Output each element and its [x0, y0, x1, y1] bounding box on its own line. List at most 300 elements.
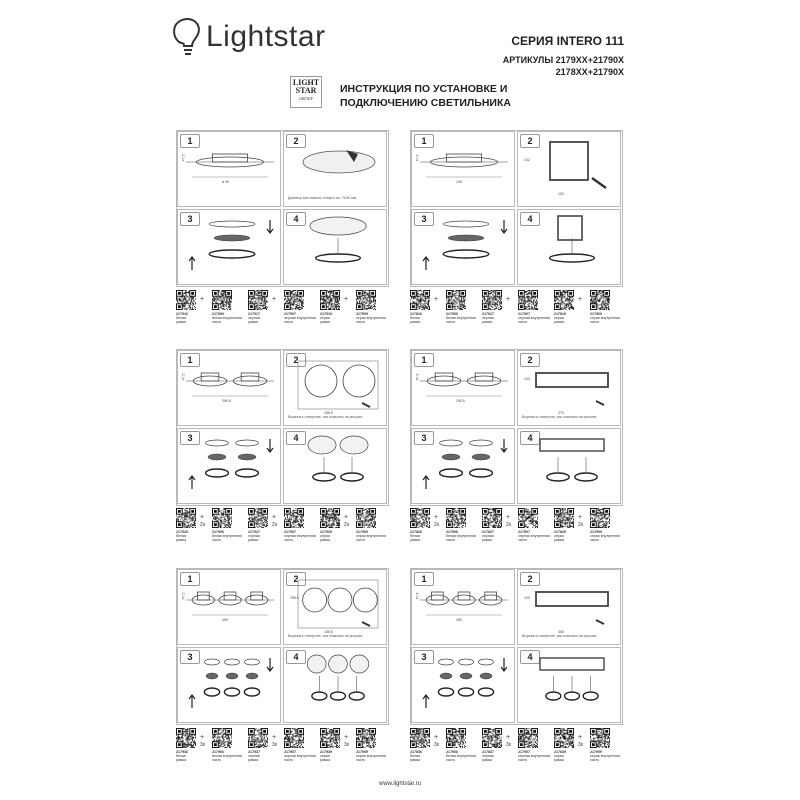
qr-code-icon	[248, 290, 268, 310]
product-code: 217826	[410, 530, 422, 534]
step-illustration	[178, 132, 282, 208]
cutout-dimension: 450	[558, 630, 564, 634]
cutout-dimension: 102	[558, 192, 564, 196]
product-code-label	[410, 750, 422, 763]
product-code-label	[518, 312, 550, 325]
product-description: белая внутренняя	[212, 534, 243, 539]
product-code-label	[554, 530, 566, 543]
qr-code-icon	[176, 728, 196, 748]
product-description: рамка	[248, 538, 259, 543]
product-description: рамка	[410, 758, 421, 763]
product-code: 217919	[320, 312, 332, 316]
product-description: белая	[410, 316, 420, 321]
qr-code[interactable]	[482, 508, 502, 528]
product-code-label	[212, 312, 242, 325]
qr-code-icon	[446, 728, 466, 748]
qr-code[interactable]	[356, 290, 376, 310]
qr-code[interactable]	[212, 728, 232, 748]
product-code: 217909	[356, 312, 368, 316]
step-illustration	[284, 648, 388, 724]
qr-code[interactable]	[356, 728, 376, 748]
step-number: 4	[520, 650, 540, 664]
step-number: 1	[180, 134, 200, 148]
logo-line-2: STAR	[295, 86, 317, 95]
product-description: рамка	[248, 758, 259, 763]
qr-code[interactable]	[284, 728, 304, 748]
series-title: СЕРИЯ INTERO 111	[511, 34, 624, 48]
plus-sign: +	[434, 296, 439, 303]
qr-code[interactable]	[590, 508, 610, 528]
multiplier-label: 2x	[200, 522, 206, 528]
website-url: www.lightstar.ru	[378, 781, 421, 787]
logo-line-1: LIGHT	[292, 78, 320, 87]
product-code: 217817	[482, 312, 494, 316]
qr-code-icon	[212, 508, 232, 528]
qr-code-row	[410, 508, 622, 548]
product-code-label	[212, 750, 242, 763]
product-code: 217937	[248, 750, 260, 754]
product-code-label	[518, 530, 550, 543]
step-number: 4	[520, 431, 540, 445]
product-code: 217907	[284, 312, 296, 316]
plus-sign: +	[434, 514, 439, 521]
step-panel-1	[177, 131, 281, 207]
product-description: белая внутренняя	[446, 534, 477, 539]
title-line-2: ПОДКЛЮЧЕНИЮ СВЕТИЛЬНИКА	[340, 97, 511, 109]
step-panel-1	[411, 569, 515, 645]
product-description: рамка	[320, 758, 331, 763]
qr-code-icon	[212, 728, 232, 748]
product-description: рамка	[410, 320, 421, 325]
product-code: 217927	[248, 530, 260, 534]
product-code: 217936	[176, 750, 188, 754]
step-panel-4	[517, 209, 621, 285]
step-illustration	[284, 429, 388, 505]
product-code-label	[248, 750, 260, 763]
qr-code[interactable]	[284, 290, 304, 310]
product-description: рамка	[554, 538, 565, 543]
instruction-block	[410, 568, 623, 725]
qr-code-icon	[590, 508, 610, 528]
qr-code[interactable]	[212, 290, 232, 310]
product-code-label	[212, 530, 242, 543]
dimension-width: 490	[456, 618, 462, 622]
product-code: 217906	[212, 530, 224, 534]
product-code: 217906	[446, 750, 458, 754]
step-number: 2	[286, 134, 306, 148]
product-description: часть	[446, 538, 456, 543]
product-description: белая	[410, 754, 420, 759]
qr-code-icon	[410, 508, 430, 528]
step-illustration	[412, 210, 516, 286]
product-description: черная внутренняя	[284, 754, 316, 759]
product-description: черная	[482, 316, 494, 321]
product-code-label	[284, 530, 316, 543]
step-number: 3	[414, 431, 434, 445]
step-panel-1	[177, 350, 281, 426]
qr-code[interactable]	[248, 290, 268, 310]
product-description: черная	[248, 754, 260, 759]
qr-code[interactable]	[410, 290, 430, 310]
articles-line-2: 2178XX+21790X	[555, 67, 624, 77]
qr-code-row	[410, 728, 622, 768]
multiplier-label: 3x	[434, 742, 440, 748]
qr-code[interactable]	[518, 290, 538, 310]
step-number: 3	[414, 650, 434, 664]
step-illustration	[412, 570, 516, 646]
product-description: черная внутренняя	[518, 316, 550, 321]
product-description: белая внутренняя	[446, 316, 477, 321]
qr-code-icon	[356, 728, 376, 748]
step-number: 2	[520, 572, 540, 586]
product-code-label	[590, 312, 620, 325]
qr-code-icon	[518, 728, 538, 748]
qr-code[interactable]	[356, 508, 376, 528]
qr-code[interactable]	[518, 508, 538, 528]
multiplier-label: 3x	[272, 742, 278, 748]
step-number: 2	[286, 353, 306, 367]
step-number: 3	[180, 431, 200, 445]
qr-code[interactable]	[446, 728, 466, 748]
qr-code[interactable]	[590, 728, 610, 748]
product-description: серая	[320, 754, 330, 759]
product-description: часть	[518, 538, 528, 543]
qr-code[interactable]	[446, 290, 466, 310]
cutout-dimension: 270	[558, 411, 564, 415]
brand-name: Lightstar	[206, 20, 326, 53]
step-illustration	[178, 570, 282, 646]
qr-code[interactable]	[518, 728, 538, 748]
dimension-height: 47.5	[181, 592, 186, 600]
qr-code-icon	[356, 508, 376, 528]
product-description: рамка	[176, 538, 187, 543]
product-code: 217907	[518, 750, 530, 754]
product-code: 217907	[518, 530, 530, 534]
multiplier-label: 2x	[344, 522, 350, 528]
qr-code-icon	[554, 728, 574, 748]
product-description: часть	[284, 758, 294, 763]
qr-code-icon	[518, 290, 538, 310]
plus-sign: +	[200, 734, 205, 741]
plus-sign: +	[344, 734, 349, 741]
step-panel-1	[411, 350, 515, 426]
qr-code-icon	[284, 290, 304, 310]
product-description: серая внутренняя	[356, 316, 386, 321]
product-code-label	[176, 750, 188, 763]
qr-code-icon	[554, 508, 574, 528]
product-code-label	[284, 750, 316, 763]
product-code: 217837	[482, 750, 494, 754]
cutout-caption: Вырезать отверстие, как показано на рисунке	[288, 634, 363, 638]
product-code: 217909	[590, 312, 602, 316]
qr-code-icon	[284, 508, 304, 528]
product-description: часть	[212, 320, 222, 325]
product-description: рамка	[248, 320, 259, 325]
product-code: 217916	[176, 312, 188, 316]
instruction-block	[410, 130, 623, 287]
product-description: белая внутренняя	[446, 754, 477, 759]
step-panel-2	[283, 569, 387, 645]
product-description: черная внутренняя	[518, 754, 550, 759]
product-code-label	[482, 530, 494, 543]
qr-code[interactable]	[176, 728, 196, 748]
product-code: 217819	[554, 312, 566, 316]
step-panel-2	[517, 569, 621, 645]
product-description: белая	[176, 754, 186, 759]
qr-code[interactable]	[446, 508, 466, 528]
qr-code-icon	[446, 290, 466, 310]
product-code-label	[590, 750, 620, 763]
product-description: серая	[320, 316, 330, 321]
product-code-label	[410, 312, 422, 325]
product-code: 217907	[518, 312, 530, 316]
dimension-width: 490	[222, 618, 228, 622]
product-code: 217926	[176, 530, 188, 534]
instruction-block	[176, 130, 389, 287]
product-code: 217907	[284, 530, 296, 534]
dimension-width: 290.5	[456, 399, 465, 403]
product-code-label	[284, 312, 316, 325]
qr-code-icon	[482, 508, 502, 528]
product-description: серая внутренняя	[356, 754, 386, 759]
cutout-dimension: 100	[524, 377, 530, 381]
instruction-block	[410, 349, 623, 506]
product-description: черная внутренняя	[284, 316, 316, 321]
product-code-label	[446, 530, 476, 543]
articles-list	[503, 54, 624, 78]
product-code: 217909	[590, 530, 602, 534]
qr-code-icon	[446, 508, 466, 528]
qr-code-row	[176, 728, 388, 768]
step-panel-4	[283, 428, 387, 504]
product-code: 217816	[410, 312, 422, 316]
product-code-label	[590, 530, 620, 543]
step-illustration	[178, 648, 282, 724]
product-description: рамка	[482, 320, 493, 325]
qr-code-icon	[176, 508, 196, 528]
product-description: часть	[284, 538, 294, 543]
step-number: 4	[286, 431, 306, 445]
qr-code-icon	[518, 508, 538, 528]
plus-sign: +	[578, 296, 583, 303]
step-illustration	[178, 351, 282, 427]
product-code: 217917	[248, 312, 260, 316]
product-code-label	[248, 530, 260, 543]
qr-code[interactable]	[482, 728, 502, 748]
product-description: рамка	[554, 320, 565, 325]
product-code: 217839	[554, 750, 566, 754]
qr-code[interactable]	[554, 728, 574, 748]
cutout-dimension: 100	[524, 596, 530, 600]
dimension-height: 47.5	[415, 373, 420, 381]
step-illustration	[412, 429, 516, 505]
product-description: белая внутренняя	[212, 316, 243, 321]
step-panel-1	[411, 131, 515, 207]
logo-sub: GROUP	[299, 96, 313, 101]
qr-code[interactable]	[284, 508, 304, 528]
instruction-block	[176, 349, 389, 506]
plus-sign: +	[434, 734, 439, 741]
step-panel-3	[177, 647, 281, 723]
dimension-height: 47.5	[181, 154, 186, 162]
qr-code-icon	[410, 728, 430, 748]
product-code-label	[554, 750, 566, 763]
dimension-width: 290.5	[222, 399, 231, 403]
step-illustration	[412, 648, 516, 724]
product-description: рамка	[482, 538, 493, 543]
product-code: 217827	[482, 530, 494, 534]
product-code: 217909	[590, 750, 602, 754]
product-code: 217906	[212, 312, 224, 316]
step-panel-3	[411, 647, 515, 723]
qr-code-icon	[320, 508, 340, 528]
multiplier-label: 3x	[506, 742, 512, 748]
step-panel-3	[411, 428, 515, 504]
qr-code[interactable]	[176, 508, 196, 528]
plus-sign: +	[272, 514, 277, 521]
product-description: часть	[356, 758, 366, 763]
product-description: черная	[248, 534, 260, 539]
step-number: 4	[286, 650, 306, 664]
product-code-label	[446, 750, 476, 763]
product-code-label	[482, 312, 494, 325]
qr-code-icon	[320, 290, 340, 310]
product-description: часть	[356, 320, 366, 325]
product-description: часть	[212, 538, 222, 543]
step-number: 2	[520, 353, 540, 367]
product-description: рамка	[410, 538, 421, 543]
qr-code[interactable]	[320, 728, 340, 748]
plus-sign: +	[272, 296, 277, 303]
product-code-label	[410, 530, 422, 543]
step-illustration	[178, 429, 282, 505]
step-illustration	[412, 132, 516, 208]
plus-sign: +	[506, 734, 511, 741]
product-description: часть	[446, 320, 456, 325]
cutout-caption: Диаметр монтажного отверстия: 75-80 мм	[288, 196, 357, 200]
multiplier-label: 2x	[272, 522, 278, 528]
step-panel-3	[177, 428, 281, 504]
step-panel-2	[283, 131, 387, 207]
qr-code[interactable]	[482, 290, 502, 310]
step-number: 1	[180, 572, 200, 586]
product-description: серая внутренняя	[590, 754, 620, 759]
step-number: 3	[414, 212, 434, 226]
articles-line-1: АРТИКУЛЫ 2179XX+21790X	[502, 55, 624, 65]
step-illustration	[412, 351, 516, 427]
step-number: 1	[180, 353, 200, 367]
qr-code-icon	[554, 290, 574, 310]
product-code: 217907	[284, 750, 296, 754]
qr-code[interactable]	[410, 508, 430, 528]
qr-code[interactable]	[248, 508, 268, 528]
instruction-title	[340, 82, 511, 110]
step-number: 3	[180, 212, 200, 226]
product-code-label	[356, 750, 386, 763]
product-code: 217909	[356, 750, 368, 754]
product-description: часть	[590, 320, 600, 325]
product-code: 217836	[410, 750, 422, 754]
product-description: серая	[554, 534, 564, 539]
product-description: серая внутренняя	[590, 534, 620, 539]
step-panel-4	[283, 209, 387, 285]
product-code: 217906	[212, 750, 224, 754]
product-code-label	[554, 312, 566, 325]
multiplier-label: 2x	[578, 522, 584, 528]
plus-sign: +	[272, 734, 277, 741]
product-description: серая внутренняя	[356, 534, 386, 539]
product-description: часть	[212, 758, 222, 763]
plus-sign: +	[344, 296, 349, 303]
plus-sign: +	[506, 514, 511, 521]
product-description: часть	[518, 320, 528, 325]
product-description: часть	[284, 320, 294, 325]
title-line-1: ИНСТРУКЦИЯ ПО УСТАНОВКЕ И	[340, 83, 508, 95]
qr-code[interactable]	[554, 508, 574, 528]
plus-sign: +	[200, 296, 205, 303]
step-number: 1	[414, 134, 434, 148]
cutout-caption: Вырезать отверстие, как показано на рисунке	[522, 415, 597, 419]
qr-code-icon	[320, 728, 340, 748]
multiplier-label: 3x	[578, 742, 584, 748]
product-code-label	[356, 312, 386, 325]
step-panel-3	[411, 209, 515, 285]
qr-code[interactable]	[590, 290, 610, 310]
dimension-height: 47.5	[181, 373, 186, 381]
cutout-dimension: 155.5	[324, 411, 333, 415]
plus-sign: +	[578, 514, 583, 521]
qr-code-row	[410, 290, 622, 330]
product-description: серая внутренняя	[590, 316, 620, 321]
qr-code-icon	[284, 728, 304, 748]
product-description: рамка	[176, 758, 187, 763]
dimension-width: 105	[456, 180, 462, 184]
multiplier-label: 3x	[200, 742, 206, 748]
lightstar-group-logo	[290, 76, 322, 108]
qr-code[interactable]	[212, 508, 232, 528]
qr-code-row	[176, 508, 388, 548]
step-panel-3	[177, 209, 281, 285]
step-panel-4	[517, 428, 621, 504]
product-code: 217939	[320, 750, 332, 754]
product-description: рамка	[320, 538, 331, 543]
qr-code[interactable]	[176, 290, 196, 310]
plus-sign: +	[506, 296, 511, 303]
qr-code[interactable]	[554, 290, 574, 310]
step-panel-1	[177, 569, 281, 645]
qr-code[interactable]	[248, 728, 268, 748]
qr-code[interactable]	[410, 728, 430, 748]
product-code: 217929	[320, 530, 332, 534]
product-code: 217909	[356, 530, 368, 534]
qr-code-icon	[176, 290, 196, 310]
qr-code[interactable]	[320, 290, 340, 310]
cutout-dimension: 155.5	[290, 596, 299, 600]
step-illustration	[518, 132, 622, 208]
product-code-label	[320, 750, 332, 763]
qr-code-icon	[590, 290, 610, 310]
multiplier-label: 3x	[344, 742, 350, 748]
step-number: 3	[180, 650, 200, 664]
dimension-height: 47.5	[415, 154, 420, 162]
qr-code-icon	[212, 290, 232, 310]
step-number: 1	[414, 353, 434, 367]
step-illustration	[518, 648, 622, 724]
step-illustration	[518, 210, 622, 286]
product-description: белая	[176, 534, 186, 539]
qr-code[interactable]	[320, 508, 340, 528]
product-code-label	[356, 530, 386, 543]
